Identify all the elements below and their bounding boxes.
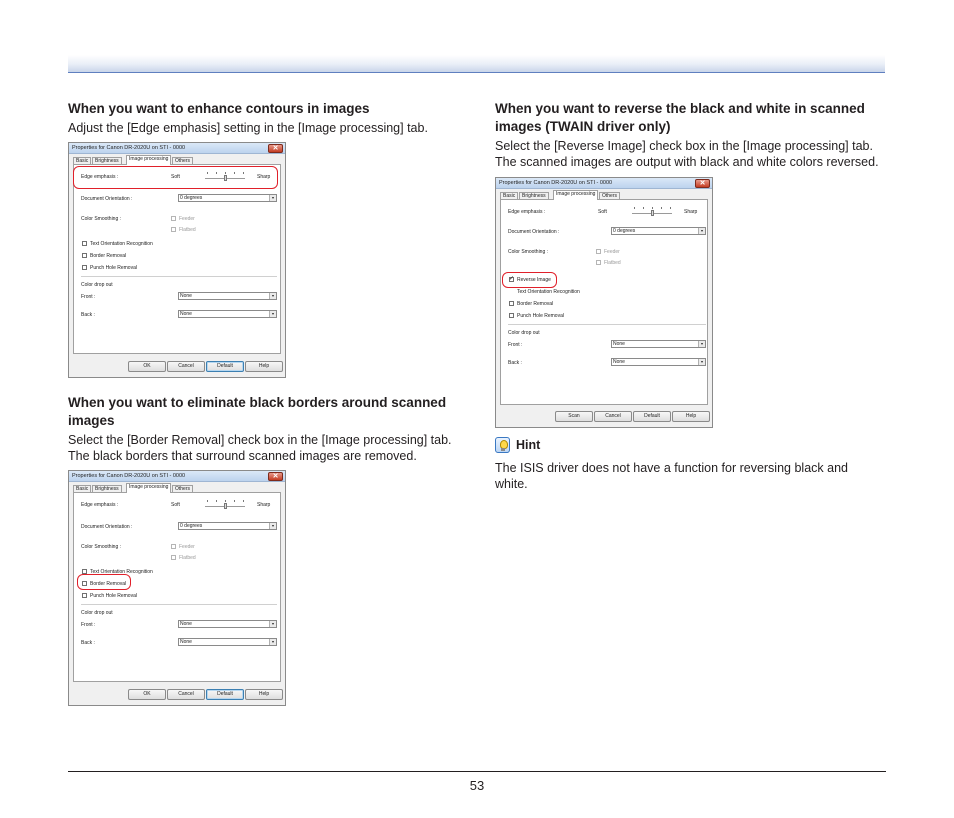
divider — [81, 604, 277, 605]
tab-others[interactable]: Others — [172, 485, 193, 493]
front-label: Front : — [508, 342, 523, 348]
hint-body: The ISIS driver does not have a function for reversing black and white. — [495, 461, 848, 491]
edge-slider-thumb[interactable] — [651, 210, 654, 216]
chevron-down-icon: ▾ — [269, 639, 276, 645]
tab-others[interactable]: Others — [599, 192, 620, 200]
help-button[interactable]: Help — [245, 361, 283, 372]
back-select[interactable] — [178, 638, 277, 646]
border-removal-label: Border Removal — [90, 253, 127, 259]
flatbed-checkbox — [171, 555, 176, 560]
front-label: Front : — [81, 622, 96, 628]
borders-heading: When you want to eliminate black borders around scanned images — [68, 395, 447, 428]
dialog-panel — [500, 199, 708, 405]
text-orientation-label: Text Orientation Recognition — [90, 241, 153, 247]
header-band — [68, 55, 885, 73]
orientation-label: Document Orientation : — [508, 229, 560, 235]
slider-tick — [670, 207, 671, 209]
flatbed-label: Flatbed — [604, 260, 621, 266]
default-button[interactable]: Default — [206, 689, 244, 700]
reverse-heading: When you want to reverse the black and white in scanned images (TWAIN driver only) — [495, 101, 865, 134]
slider-tick — [661, 207, 662, 209]
punch-hole-label: Punch Hole Removal — [517, 313, 564, 319]
back-label: Back : — [81, 312, 95, 318]
back-label: Back : — [81, 640, 95, 646]
color-dropout-label: Color drop out — [508, 330, 540, 336]
tab-brightness[interactable]: Brightness — [519, 192, 549, 200]
feeder-checkbox — [171, 216, 176, 221]
chevron-down-icon: ▾ — [698, 341, 705, 347]
highlight-border-removal — [77, 574, 131, 590]
cancel-button[interactable]: Cancel — [167, 361, 205, 372]
scan-button[interactable]: Scan — [555, 411, 593, 422]
orientation-select[interactable] — [178, 522, 277, 530]
orientation-label: Document Orientation : — [81, 524, 133, 530]
punch-hole-label: Punch Hole Removal — [90, 593, 137, 599]
slider-tick — [634, 207, 635, 209]
contours-body: Adjust the [Edge emphasis] setting in the [Image processing] tab. — [68, 121, 428, 135]
hint-header — [495, 437, 895, 453]
dialog-titlebar: Properties for Canon DR-2020U on STI - 0000 — [69, 143, 285, 154]
back-select[interactable] — [178, 310, 277, 318]
sharp-label: Sharp — [257, 502, 271, 508]
reverse-image-label: Reverse Image — [517, 277, 551, 283]
orientation-value: 0 degrees — [180, 195, 203, 201]
slider-tick — [652, 207, 653, 209]
border-removal-label: Border Removal — [517, 301, 554, 307]
default-button[interactable]: Default — [633, 411, 671, 422]
color-smoothing-label: Color Smoothing : — [81, 544, 122, 550]
feeder-label: Feeder — [179, 544, 195, 550]
sharp-label: Sharp — [257, 174, 271, 180]
orientation-select[interactable] — [611, 227, 706, 235]
dialog-edge-emphasis — [68, 142, 286, 378]
divider — [81, 276, 277, 277]
soft-label: Soft — [171, 174, 180, 180]
tab-brightness[interactable]: Brightness — [92, 157, 122, 165]
tab-brightness[interactable]: Brightness — [92, 485, 122, 493]
front-value: None — [180, 293, 192, 299]
chevron-down-icon: ▾ — [269, 195, 276, 201]
help-button[interactable]: Help — [245, 689, 283, 700]
flatbed-label: Flatbed — [179, 555, 196, 561]
soft-label: Soft — [171, 502, 180, 508]
ok-button[interactable]: OK — [128, 361, 166, 372]
orientation-label: Document Orientation : — [81, 196, 133, 202]
footer-divider — [68, 771, 886, 772]
dialog-reverse-image — [495, 177, 713, 428]
tab-image-processing[interactable]: Image processing — [126, 155, 171, 165]
close-icon[interactable]: ✕ — [695, 179, 710, 188]
text-orientation-label: Text Orientation Recognition — [517, 289, 580, 295]
hint-box — [495, 437, 895, 492]
flatbed-checkbox — [596, 260, 601, 265]
feeder-checkbox — [596, 249, 601, 254]
front-value: None — [180, 621, 192, 627]
borders-section — [68, 394, 473, 464]
edge-emphasis-label: Edge emphasis : — [81, 502, 119, 508]
tab-image-processing[interactable]: Image processing — [553, 190, 598, 200]
borders-body: Select the [Border Removal] check box in the [Image processing] tab. The black borders that surround scanned images are removed. — [68, 433, 452, 463]
edge-emphasis-label: Edge emphasis : — [81, 174, 119, 180]
punch-hole-checkbox[interactable] — [509, 313, 514, 318]
ok-button[interactable]: OK — [128, 689, 166, 700]
lightbulb-icon — [495, 437, 510, 453]
soft-label: Soft — [598, 209, 607, 215]
tab-basic[interactable]: Basic — [73, 157, 91, 165]
front-select[interactable] — [178, 292, 277, 300]
slider-tick — [216, 500, 217, 502]
chevron-down-icon: ▾ — [269, 523, 276, 529]
orientation-select[interactable] — [178, 194, 277, 202]
tab-others[interactable]: Others — [172, 157, 193, 165]
color-dropout-label: Color drop out — [81, 282, 113, 288]
default-button[interactable]: Default — [206, 361, 244, 372]
front-label: Front : — [81, 294, 96, 300]
dialog-border-removal — [68, 470, 286, 706]
orientation-value: 0 degrees — [180, 523, 203, 529]
feeder-checkbox — [171, 544, 176, 549]
tab-basic[interactable]: Basic — [500, 192, 518, 200]
punch-hole-checkbox[interactable] — [82, 265, 87, 270]
close-icon[interactable]: ✕ — [268, 144, 283, 153]
text-orientation-label: Text Orientation Recognition — [90, 569, 153, 575]
feeder-label: Feeder — [604, 249, 620, 255]
hint-label: Hint — [516, 438, 541, 452]
close-icon[interactable]: ✕ — [268, 472, 283, 481]
cancel-button[interactable]: Cancel — [167, 689, 205, 700]
dialog-panel — [73, 164, 281, 354]
back-value: None — [613, 359, 625, 365]
color-dropout-label: Color drop out — [81, 610, 113, 616]
punch-hole-label: Punch Hole Removal — [90, 265, 137, 271]
left-column — [68, 100, 473, 136]
front-select[interactable] — [178, 620, 277, 628]
highlight-edge-emphasis — [73, 166, 278, 189]
color-smoothing-label: Color Smoothing : — [508, 249, 549, 255]
front-select[interactable] — [611, 340, 706, 348]
color-smoothing-label: Color Smoothing : — [81, 216, 122, 222]
help-button[interactable]: Help — [672, 411, 710, 422]
tab-basic[interactable]: Basic — [73, 485, 91, 493]
back-select[interactable] — [611, 358, 706, 366]
chevron-down-icon: ▾ — [269, 311, 276, 317]
tab-image-processing[interactable]: Image processing — [126, 483, 171, 493]
cancel-button[interactable]: Cancel — [594, 411, 632, 422]
slider-tick — [643, 207, 644, 209]
edge-emphasis-label: Edge emphasis : — [508, 209, 546, 215]
back-label: Back : — [508, 360, 522, 366]
punch-hole-checkbox[interactable] — [82, 593, 87, 598]
reverse-body: Select the [Reverse Image] check box in the [Image processing] tab. The scanned images are output with black and white colors reversed. — [495, 139, 879, 169]
back-value: None — [180, 311, 192, 317]
text-orientation-checkbox[interactable] — [82, 241, 87, 246]
slider-tick — [225, 500, 226, 502]
page-number: 53 — [469, 778, 485, 793]
slider-tick — [234, 500, 235, 502]
back-value: None — [180, 639, 192, 645]
chevron-down-icon: ▾ — [269, 293, 276, 299]
slider-tick — [207, 500, 208, 502]
feeder-label: Feeder — [179, 216, 195, 222]
flatbed-label: Flatbed — [179, 227, 196, 233]
border-removal-label: Border Removal — [90, 581, 127, 587]
dialog-titlebar: Properties for Canon DR-2020U on STI - 0000 — [496, 178, 712, 189]
sharp-label: Sharp — [684, 209, 698, 215]
dialog-titlebar: Properties for Canon DR-2020U on STI - 0000 — [69, 471, 285, 482]
chevron-down-icon: ▾ — [698, 359, 705, 365]
front-value: None — [613, 341, 625, 347]
highlight-reverse-image — [502, 272, 557, 288]
right-column — [495, 100, 895, 170]
divider — [508, 324, 706, 325]
orientation-value: 0 degrees — [613, 228, 636, 234]
contours-heading: When you want to enhance contours in images — [68, 101, 370, 116]
slider-tick — [243, 500, 244, 502]
edge-slider-thumb[interactable] — [224, 503, 227, 509]
border-removal-checkbox[interactable] — [509, 301, 514, 306]
chevron-down-icon: ▾ — [269, 621, 276, 627]
flatbed-checkbox — [171, 227, 176, 232]
border-removal-checkbox[interactable] — [82, 253, 87, 258]
chevron-down-icon: ▾ — [698, 228, 705, 234]
